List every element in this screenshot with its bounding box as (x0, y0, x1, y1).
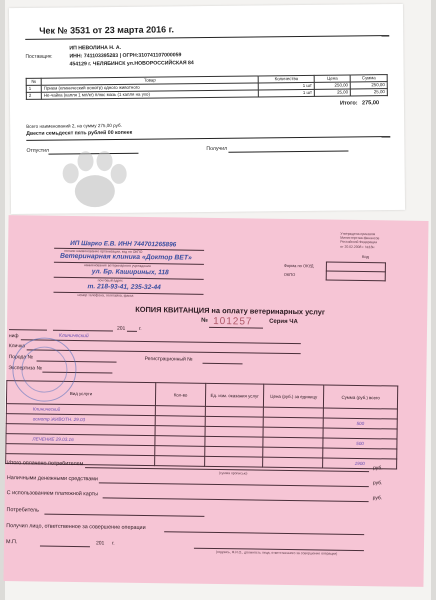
approval-line: Утверждена приказом (340, 231, 376, 237)
cell-index: 1 (26, 85, 41, 92)
responsible-label: Получил лицо, ответственное за совершение операции (6, 523, 146, 532)
seal-date-rule (40, 546, 90, 548)
phone-caption: номер телефона, телетайпа, факса (77, 293, 134, 298)
summary-line: Всего наименований 2, на сумму 275,00 руб. (26, 122, 122, 129)
received-signature-line (228, 151, 348, 153)
supplier-ids: ИНН: 741103395283 | ОГРН:310741107000059 (69, 52, 182, 60)
supplier-address: 454129 г. ЧЕЛЯБИНСК ул.НОВОРОССИЙСКАЯ 84 (69, 60, 194, 68)
items-table (26, 74, 388, 100)
title-rule (25, 35, 389, 40)
card-rule (103, 497, 369, 502)
expert-label: Экспертиза № (8, 365, 42, 372)
cash-label: Наличными денежными средствами (6, 475, 98, 483)
total-value: 275,00 (361, 100, 380, 107)
date-day-rule (9, 329, 47, 331)
registration-rule (203, 363, 243, 365)
cell-item: Прием (клинический осмотр) одного животного (41, 83, 258, 92)
seal-year-suffix: г. (111, 540, 115, 547)
total-paid-rub: руб. (373, 465, 383, 472)
summary-rule (26, 136, 390, 141)
org-name-caption: полное наименование организации, код по ОКПО (64, 248, 143, 254)
receipt-form-title: КОПИЯ КВИТАНЦИЯ на оплату ветеринарных услуг (135, 304, 326, 317)
sum-cell: 1900 (323, 458, 397, 469)
column-header: Товар (41, 76, 258, 85)
clinic-caption: наименование ветеринарного учреждения (83, 263, 151, 269)
owner-handwritten: Клинический (58, 332, 89, 340)
quantity-cell (155, 446, 205, 457)
okpo-code-cell (326, 271, 385, 281)
cell-quantity: 1 шт (259, 82, 315, 90)
cell-index: 2 (26, 92, 41, 99)
cell-sum: 250,00 (350, 82, 387, 89)
okpo-label: ОКПО (283, 271, 296, 278)
okud-label: Форма по ОКУД (283, 262, 314, 269)
received-label: Получил (206, 145, 228, 153)
sales-receipt (9, 4, 405, 214)
approval-line: Министерства финансов (340, 235, 380, 241)
column-header: № (26, 78, 41, 85)
consumer-rule (44, 514, 204, 517)
cell-sum: 25,00 (351, 89, 388, 96)
column-header: Кол-во (155, 383, 205, 407)
receipt-title: Чек № 3531 от 23 марта 2016 г. (39, 24, 175, 36)
supplier-label: Поставщик: (25, 53, 53, 60)
cell-price: 25,00 (314, 89, 350, 96)
column-header: Вид услуги (6, 381, 155, 406)
date-year-rule (127, 331, 137, 332)
org-name: ИП Шарко Е.В. ИНН 744701265896 (70, 239, 177, 249)
supplier-name: ИП НЕВОЛИНА Н. А. (69, 44, 122, 52)
date-year-suffix: г. (138, 325, 142, 332)
quantity-cell (155, 416, 205, 427)
summary-words: Двести семьдесят пять рублей 00 копеек (26, 129, 133, 137)
code-label: Код (361, 254, 369, 260)
owner-label: ниф (8, 333, 19, 340)
form-approval-note (340, 232, 379, 249)
scan-edge-right (431, 0, 436, 600)
approval-line: Российской Федерации (340, 240, 378, 245)
date-month-rule (53, 330, 113, 332)
sum-words-caption: (сумма прописью) (218, 471, 248, 476)
seal-label: М.П. (5, 539, 18, 546)
okud-code-box (326, 262, 386, 282)
paw-stamp-icon (52, 149, 137, 214)
responsible-rule (164, 531, 364, 535)
column-header: Сумма (350, 75, 387, 82)
date-year: 201 (116, 325, 126, 332)
quantity-cell (155, 436, 205, 447)
column-header: Количество (258, 75, 314, 83)
sum-cell: 500 (323, 418, 397, 429)
issued-label: Отпустил (26, 147, 50, 154)
consumer-label: Потребитель (6, 507, 39, 514)
column-header: Цена (руб.) за единицу (264, 384, 324, 408)
cell-quantity: 1 шт (259, 89, 315, 97)
cash-rub: руб. (372, 480, 383, 487)
quantity-cell (155, 456, 205, 467)
card-rub: руб. (372, 495, 383, 502)
approval-line: от 20.02.2008 г. №18н (340, 244, 375, 249)
seal-year: 201 (95, 540, 105, 547)
quantity-cell (155, 406, 205, 417)
column-header: Сумма (руб.) всего (324, 385, 398, 409)
breed-label: Порода № (8, 354, 33, 361)
clinic-phone: т. 218-93-41, 235-32-44 (87, 283, 161, 292)
receipt-number: 101257 (213, 315, 253, 328)
column-header: Ед. изм. оказания услуг (205, 383, 263, 407)
clinic-name: Ветеринарная клиника «Доктор ВЕТ» (59, 252, 192, 262)
registration-label: Регистрационный № (144, 355, 193, 363)
service-cell: осмотр ЖИВОТН. 29.03 (6, 414, 155, 426)
receipt-series: Серия ЧА (269, 318, 298, 326)
signature-caption: (подпись, Ф.И.О., должность лица, ответственного за совершение операции) (215, 550, 338, 556)
card-label: С использованием платежной карты (6, 490, 99, 498)
unit-cell (205, 456, 263, 467)
service-cell: Клинический (6, 404, 155, 416)
total-label: Итого: (339, 100, 358, 107)
number-prefix: № (201, 317, 208, 324)
number-rule (209, 327, 263, 329)
price-cell (263, 457, 323, 468)
service-cell: ЛЕЧЕНИЕ 29.03.16 (6, 434, 155, 446)
cell-item: Не-чайка (капля 1 мл/кг) плюс мазь (1 капля на ухо) (41, 90, 258, 99)
sum-cell: 500 (323, 438, 397, 449)
clinic-street: ул. Бр. Кашириных, 118 (91, 268, 169, 277)
cell-price: 250,00 (314, 82, 350, 89)
street-caption: почтовый адрес (97, 278, 123, 283)
veterinary-service-receipt (3, 215, 428, 587)
column-header: Цена (314, 75, 350, 82)
animal-label: Кличка (8, 343, 26, 350)
quantity-cell (155, 426, 205, 437)
cash-rule (99, 482, 369, 487)
total-paid-label: Итого оплачено потребителем (7, 460, 84, 468)
